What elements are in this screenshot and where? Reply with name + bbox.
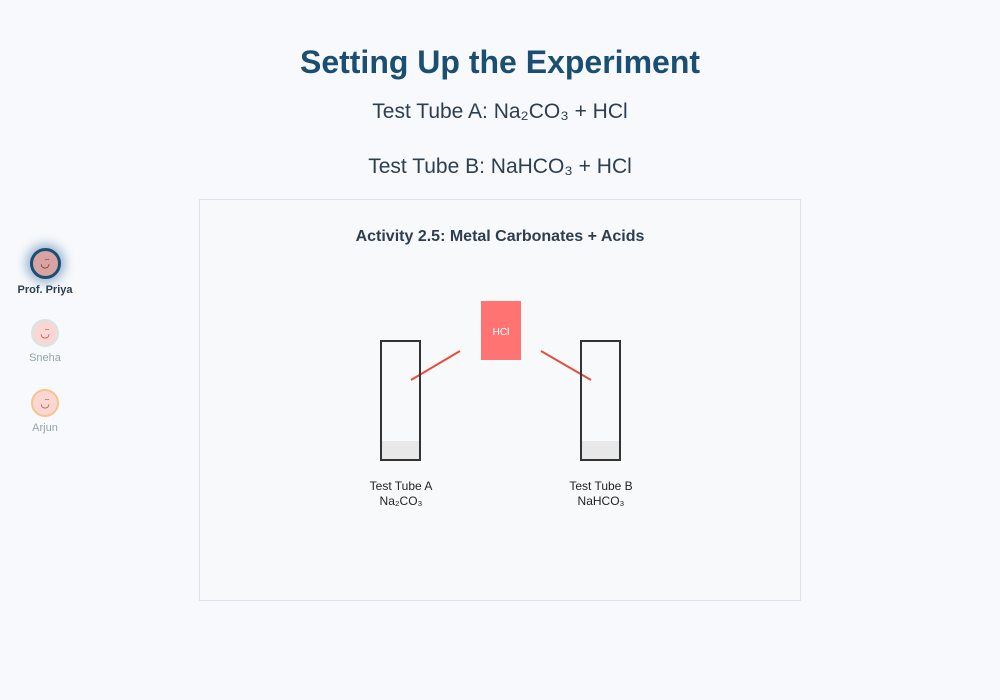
tube-b-label: Test Tube B	[569, 479, 633, 493]
smiley-face-icon: ◡̈	[40, 327, 50, 340]
diagram-title: Activity 2.5: Metal Carbonates + Acids	[355, 228, 645, 245]
pipe-to-tube-a	[411, 351, 460, 380]
tube-a-label: Test Tube A	[369, 479, 433, 493]
experiment-diagram-panel	[199, 199, 801, 601]
hcl-label: HCl	[492, 327, 510, 338]
smiley-face-icon: ◡̈	[40, 258, 50, 270]
tube-a-compound: Na₂CO₃	[379, 494, 423, 508]
participant-prof-priya[interactable]	[0, 248, 90, 296]
tube-a-liquid	[381, 441, 420, 460]
test-tube-b-equation: Test Tube B: NaHCO₃ + HCl	[368, 155, 632, 178]
tube-b-liquid	[581, 441, 620, 460]
avatar	[30, 248, 61, 279]
participant-sneha[interactable]	[0, 319, 90, 364]
avatar	[31, 319, 59, 347]
participant-name: Prof. Priya	[17, 284, 73, 296]
participant-arjun[interactable]	[0, 389, 90, 434]
experiment-diagram	[200, 200, 800, 600]
smiley-face-icon: ◡̈	[40, 397, 50, 410]
participant-name: Arjun	[32, 422, 58, 434]
tube-b-compound: NaHCO₃	[577, 494, 625, 508]
slide-title: Setting Up the Experiment	[299, 44, 701, 80]
pipe-to-tube-b	[541, 351, 591, 380]
avatar	[31, 389, 59, 417]
test-tube-a-equation: Test Tube A: Na₂CO₃ + HCl	[372, 100, 628, 123]
participant-name: Sneha	[29, 352, 61, 364]
